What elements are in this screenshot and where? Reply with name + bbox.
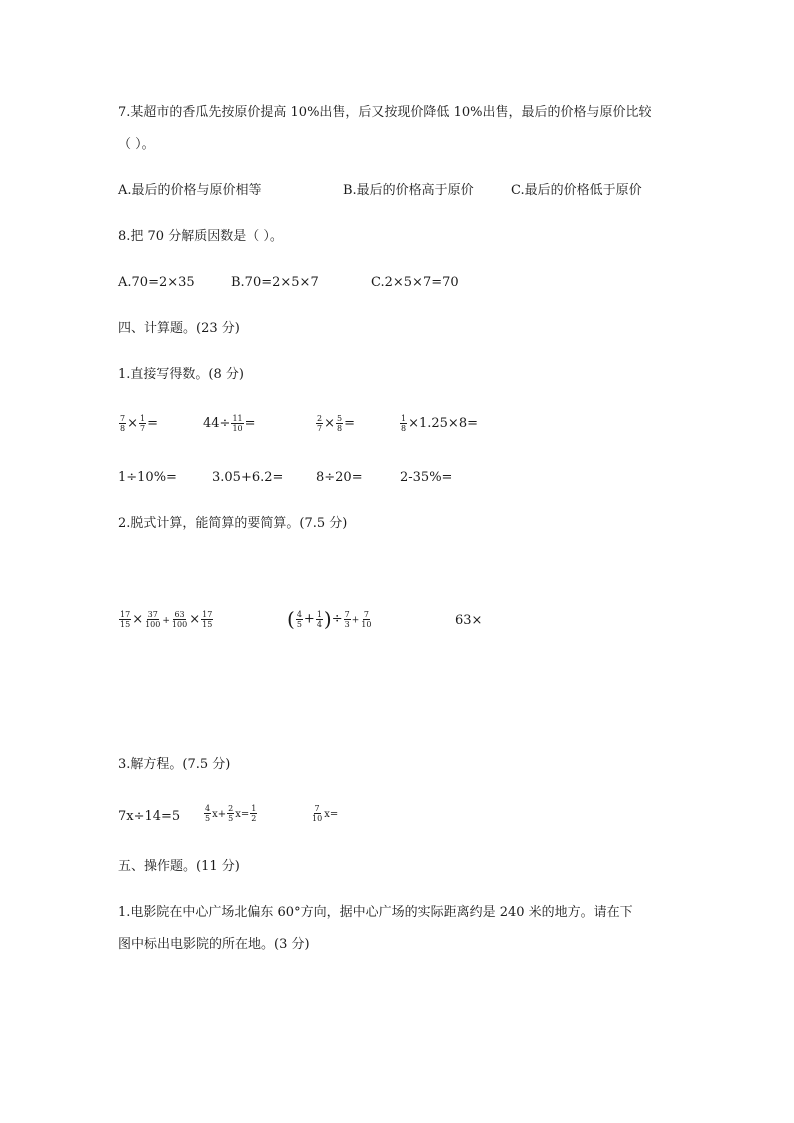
- q7-stem-line2: （ ）。: [118, 137, 155, 152]
- calc-row2-item: 8÷20=: [316, 470, 363, 485]
- calc-item-b: 44÷ $\frac{11}{10}$ =: [203, 414, 256, 433]
- section5-p1-line2: 图中标出电影院的所在地。(3 分): [118, 937, 310, 952]
- q8-option-c: C.2×5×7=70: [371, 275, 459, 290]
- fraction: $\frac{11}{10}$: [232, 414, 243, 433]
- q7-option-a: A.最后的价格与原价相等: [118, 183, 262, 198]
- q7-option-b: B.最后的价格高于原价: [343, 183, 474, 198]
- q8-option-b: B.70=2×5×7: [231, 275, 319, 290]
- q7-stem-line1: 7.某超市的香瓜先按原价提高 10%出售，后又按现价降低 10%出售，最后的价格与原价比较: [118, 105, 652, 120]
- fraction: $\frac{37}{100}$: [145, 610, 161, 629]
- stepwise-item-a: $\frac{17}{15}$ × $\frac{37}{100}$ + $\frac{63}{100}$ × $\frac{17}{15}$: [120, 610, 213, 629]
- fraction: $\frac{7}{10}$: [312, 804, 323, 823]
- fraction: $\frac{4}{5}$: [296, 609, 302, 629]
- equation-a: 7x÷14=5: [118, 809, 181, 824]
- section4-p2-title: 2.脱式计算，能简算的要简算。(7.5 分): [118, 516, 348, 531]
- q8-option-a: A.70=2×35: [118, 275, 195, 290]
- stepwise-item-b: ( $\frac{4}{5}$ + $\frac{1}{4}$ )÷ $\frac{7}{3}$ + $\frac{7}{10}$: [287, 607, 372, 631]
- section4-title: 四、计算题。(23 分): [118, 321, 240, 336]
- calc-item-a: $\frac{7}{8}$ × $\frac{1}{7}$ =: [120, 414, 158, 433]
- q7-option-c: C.最后的价格低于原价: [511, 183, 642, 198]
- q8-stem: 8.把 70 分解质因数是（ ）。: [118, 229, 283, 244]
- fraction: $\frac{1}{7}$: [140, 414, 146, 433]
- equation-b: $\frac{4}{5}$ x+ $\frac{2}{5}$ x= $\frac{1}{2}$: [205, 804, 257, 823]
- equation-c: $\frac{7}{10}$ x=: [312, 804, 339, 823]
- fraction: $\frac{63}{100}$: [171, 610, 188, 629]
- calc-row2-item: 1÷10%=: [118, 470, 177, 485]
- section5-title: 五、操作题。(11 分): [118, 859, 240, 874]
- fraction: $\frac{7}{8}$: [120, 414, 126, 433]
- fraction: $\frac{17}{15}$: [120, 610, 131, 629]
- fraction: $\frac{7}{10}$: [361, 609, 372, 629]
- section4-p1-title: 1.直接写得数。(8 分): [118, 367, 244, 382]
- fraction: $\frac{4}{5}$: [205, 804, 211, 823]
- fraction: $\frac{1}{8}$: [401, 414, 407, 433]
- fraction: $\frac{1}{2}$: [251, 804, 257, 823]
- calc-item-c: $\frac{2}{7}$ × $\frac{5}{8}$ =: [317, 414, 355, 433]
- calc-item-d: $\frac{1}{8}$ ×1.25×8=: [401, 414, 478, 433]
- stepwise-item-c: 63×: [455, 613, 483, 628]
- fraction: $\frac{2}{7}$: [317, 414, 323, 433]
- fraction: $\frac{7}{3}$: [344, 609, 350, 629]
- calc-row2-item: 3.05+6.2=: [212, 470, 284, 485]
- fraction: $\frac{1}{4}$: [316, 609, 322, 629]
- fraction: $\frac{5}{8}$: [337, 414, 343, 433]
- section5-p1-line1: 1.电影院在中心广场北偏东 60°方向，据中心广场的实际距离约是 240 米的地方。请在下: [118, 905, 633, 920]
- fraction: $\frac{17}{15}$: [202, 610, 213, 629]
- fraction: $\frac{2}{5}$: [228, 804, 234, 823]
- section4-p3-title: 3.解方程。(7.5 分): [118, 757, 231, 772]
- calc-row2-item: 2-35%=: [400, 470, 453, 485]
